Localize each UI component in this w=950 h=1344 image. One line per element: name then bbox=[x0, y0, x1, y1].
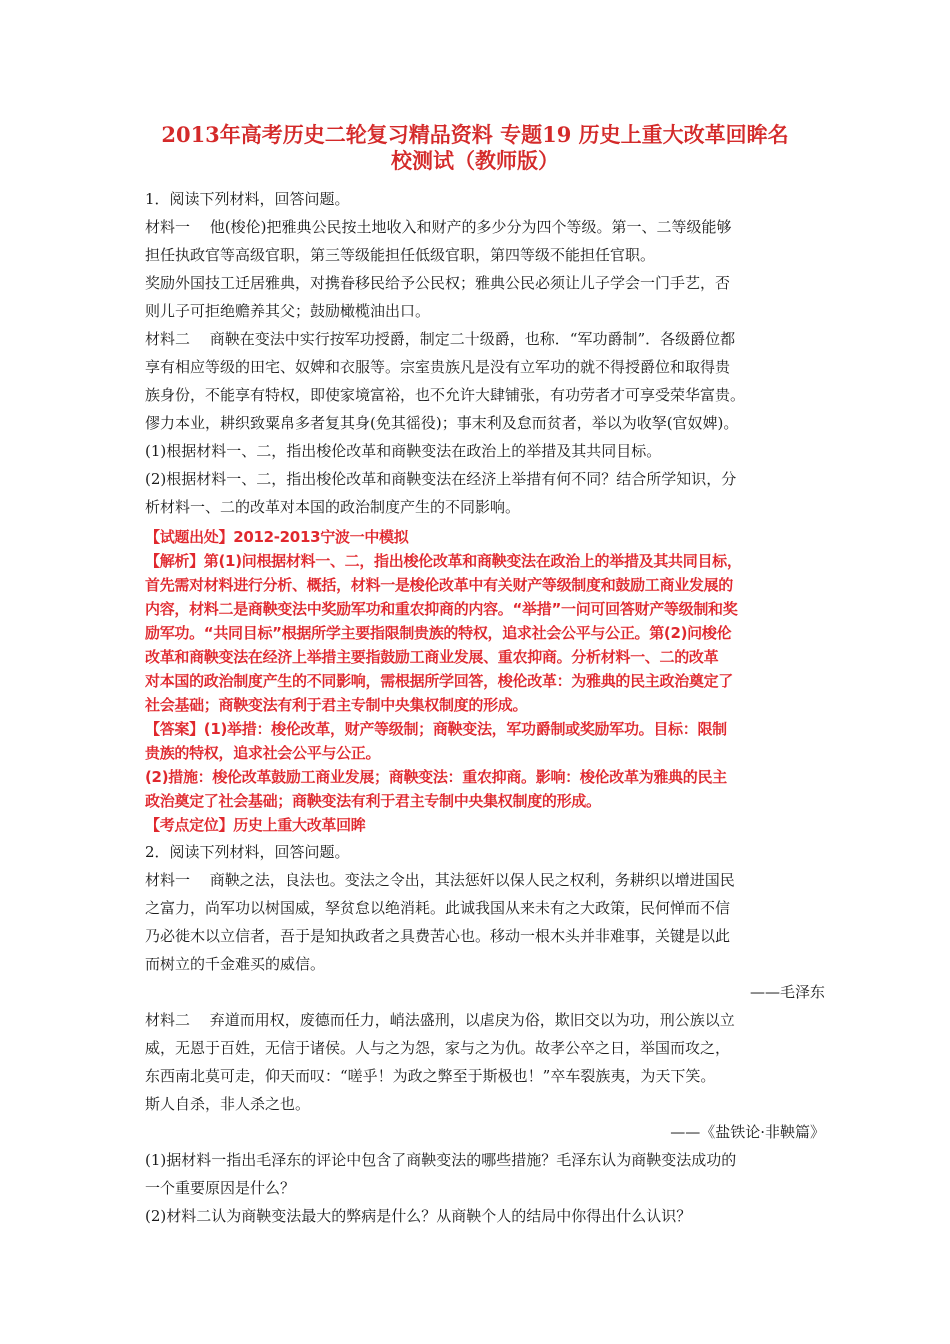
q1-material1-line: 材料一 他(梭伦)把雅典公民按土地收入和财产的多少分为四个等级。第一、二等级能够 bbox=[145, 218, 732, 236]
q1-analysis-line: 【解析】第(1)问根据材料一、二，指出梭伦改革和商鞅变法在政治上的举措及其共同目标， bbox=[145, 552, 742, 570]
q1-analysis-line: 首先需对材料进行分析、概括，材料一是梭伦改革中有关财产等级制度和鼓励工商业发展的 bbox=[145, 576, 734, 594]
q2-subquestion-1: (1)据材料一指出毛泽东的评论中包含了商鞅变法的哪些措施？毛泽东认为商鞅变法成功的 bbox=[145, 1151, 737, 1169]
q1-answer-line: (2)措施：梭伦改革鼓励工商业发展；商鞅变法：重农抑商。影响：梭伦改革为雅典的民主 bbox=[145, 768, 727, 786]
q2-subquestion-2: (2)材料二认为商鞅变法最大的弊病是什么？从商鞅个人的结局中你得出什么认识？ bbox=[145, 1207, 692, 1225]
q1-answer-line: 【答案】(1)举措：梭伦改革，财产等级制；商鞅变法，军功爵制或奖励军功。目标：限制 bbox=[145, 720, 727, 738]
q1-subquestion-1: (1)根据材料一、二，指出梭伦改革和商鞅变法在政治上的举措及其共同目标。 bbox=[145, 442, 662, 460]
q2-material1-line: 之富力，尚军功以树国威，孥贫怠以绝消耗。此诚我国从来未有之大政策，民何惮而不信 bbox=[145, 899, 731, 917]
q2-intro: 2．阅读下列材料，回答问题。 bbox=[145, 843, 350, 861]
title-line-1: 2013年高考历史二轮复习精品资料 专题19 历史上重大改革回眸名 bbox=[161, 122, 789, 147]
q2-subquestion-1: 一个重要原因是什么？ bbox=[145, 1179, 296, 1197]
q1-intro: 1．阅读下列材料，回答问题。 bbox=[145, 190, 350, 208]
q1-material2-line: 族身份，不能享有特权，即使家境富裕，也不允许大肆铺张，有功劳者才可享受荣华富贵。 bbox=[145, 386, 746, 404]
q2-material2-line: 材料二 弃道而用权，废德而任力，峭法盛刑，以虐戾为俗，欺旧交以为功，刑公族以立 bbox=[145, 1011, 735, 1029]
q1-analysis-line: 励军功。“共同目标”根据所学主要指限制贵族的特权，追求社会公平与公正。第(2)问梭伦 bbox=[145, 624, 732, 642]
q2-material2-line: 威，无恩于百姓，无信于诸侯。人与之为怨，家与之为仇。故孝公卒之日，举国而攻之， bbox=[145, 1039, 731, 1057]
q1-material1-line: 奖励外国技工迁居雅典，对携眷移民给予公民权；雅典公民必须让儿子学会一门手艺，否 bbox=[145, 274, 731, 292]
q2-material2-source: ——《盐铁论·非鞅篇》 bbox=[670, 1123, 825, 1141]
q2-material2-line: 东西南北莫可走，仰天而叹：“嗟乎！为政之弊至于斯极也！”卒车裂族夷，为天下笑。 bbox=[145, 1067, 716, 1085]
q1-subquestion-2: 析材料一、二的改革对本国的政治制度产生的不同影响。 bbox=[145, 498, 521, 516]
q1-material2-line: 材料二 商鞅在变法中实行按军功授爵，制定二十级爵，也称．“军功爵制”．各级爵位都 bbox=[145, 330, 736, 348]
q1-source: 【试题出处】2012-2013宁波一中模拟 bbox=[145, 528, 409, 546]
title-line-2: 校测试（教师版） bbox=[391, 148, 559, 173]
q1-material1-line: 担任执政官等高级官职，第三等级能担任低级官职，第四等级不能担任官职。 bbox=[145, 246, 656, 264]
q1-material1-line: 则儿子可拒绝赡养其父；鼓励橄榄油出口。 bbox=[145, 302, 431, 320]
q1-material2-line: 僇力本业，耕织致粟帛多者复其身(免其徭役)；事末利及怠而贫者，举以为收孥(官奴婢)。 bbox=[145, 414, 739, 432]
q1-exam-point: 【考点定位】历史上重大改革回眸 bbox=[145, 816, 366, 834]
q1-subquestion-2: (2)根据材料一、二，指出梭伦改革和商鞅变法在经济上举措有何不同？结合所学知识，分 bbox=[145, 470, 737, 488]
q1-answer-line: 政治奠定了社会基础；商鞅变法有利于君主专制中央集权制度的形成。 bbox=[145, 792, 601, 810]
q2-material1-source: ——毛泽东 bbox=[749, 983, 825, 1001]
document-title bbox=[110, 122, 840, 174]
q1-analysis-line: 社会基础；商鞅变法有利于君主专制中央集权制度的形成。 bbox=[145, 696, 528, 714]
q1-analysis-line: 内容，材料二是商鞅变法中奖励军功和重农抑商的内容。“举措”一问可回答财产等级制和奖 bbox=[145, 600, 738, 618]
q2-material1-line: 材料一 商鞅之法，良法也。变法之令出，其法惩奸以保人民之权利，务耕织以增进国民 bbox=[145, 871, 735, 889]
q1-material2-line: 享有相应等级的田宅、奴婢和衣服等。宗室贵族凡是没有立军功的就不得授爵位和取得贵 bbox=[145, 358, 731, 376]
q2-material1-line: 乃必徙木以立信者，吾于是知执政者之具费苦心也。移动一根木头并非难事，关键是以此 bbox=[145, 927, 731, 945]
q2-material1-line: 而树立的千金难买的威信。 bbox=[145, 955, 326, 973]
q1-analysis-line: 对本国的政治制度产生的不同影响，需根据所学回答，梭伦改革：为雅典的民主政治奠定了 bbox=[145, 672, 734, 690]
q1-answer-line: 贵族的特权，追求社会公平与公正。 bbox=[145, 744, 381, 762]
q1-analysis-line: 改革和商鞅变法在经济上举措主要指鼓励工商业发展、重农抑商。分析材料一、二的改革 bbox=[145, 648, 719, 666]
q2-material2-line: 斯人自杀，非人杀之也。 bbox=[145, 1095, 311, 1113]
